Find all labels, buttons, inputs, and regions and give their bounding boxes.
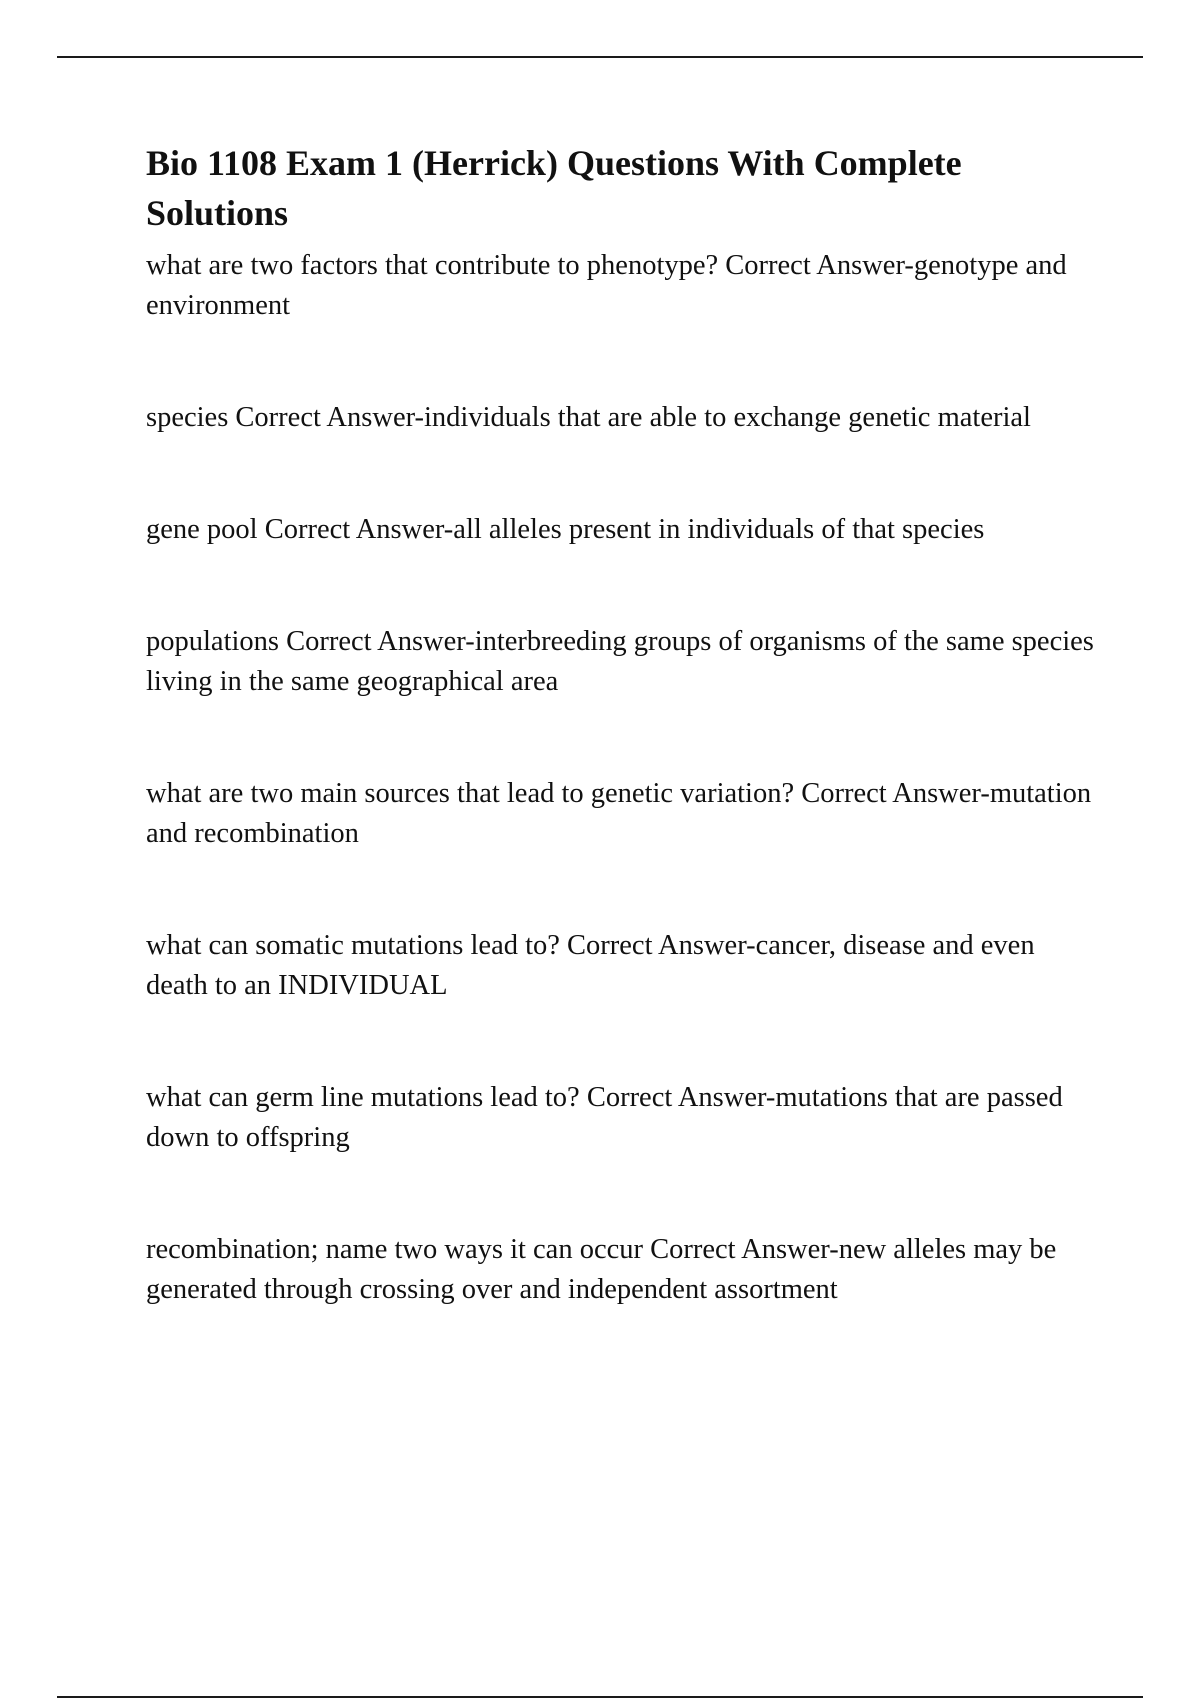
qa-item: species Correct Answer-individuals that are able to exchange genetic material	[146, 402, 1031, 433]
qa-list	[146, 246, 1096, 1310]
qa-item: recombination; name two ways it can occur Correct Answer-new alleles may be generated through crossing over and independent assortment	[146, 1234, 1057, 1305]
qa-item: populations Correct Answer-interbreeding groups of organisms of the same species living in the same geographical area	[146, 626, 1094, 697]
page-content	[146, 138, 1096, 1310]
qa-item: what are two main sources that lead to genetic variation? Correct Answer-mutation and recombination	[146, 778, 1092, 849]
qa-item: what are two factors that contribute to phenotype? Correct Answer-genotype and environment	[146, 250, 1067, 321]
qa-item: what can germ line mutations lead to? Correct Answer-mutations that are passed down to offspring	[146, 1082, 1063, 1153]
header-rule	[57, 56, 1143, 58]
document-title: Bio 1108 Exam 1 (Herrick) Questions With Complete Solutions	[146, 143, 962, 233]
qa-item: what can somatic mutations lead to? Correct Answer-cancer, disease and even death to an INDIVIDUAL	[146, 930, 1035, 1001]
footer-rule	[57, 1696, 1143, 1698]
qa-item: gene pool Correct Answer-all alleles present in individuals of that species	[146, 514, 985, 545]
